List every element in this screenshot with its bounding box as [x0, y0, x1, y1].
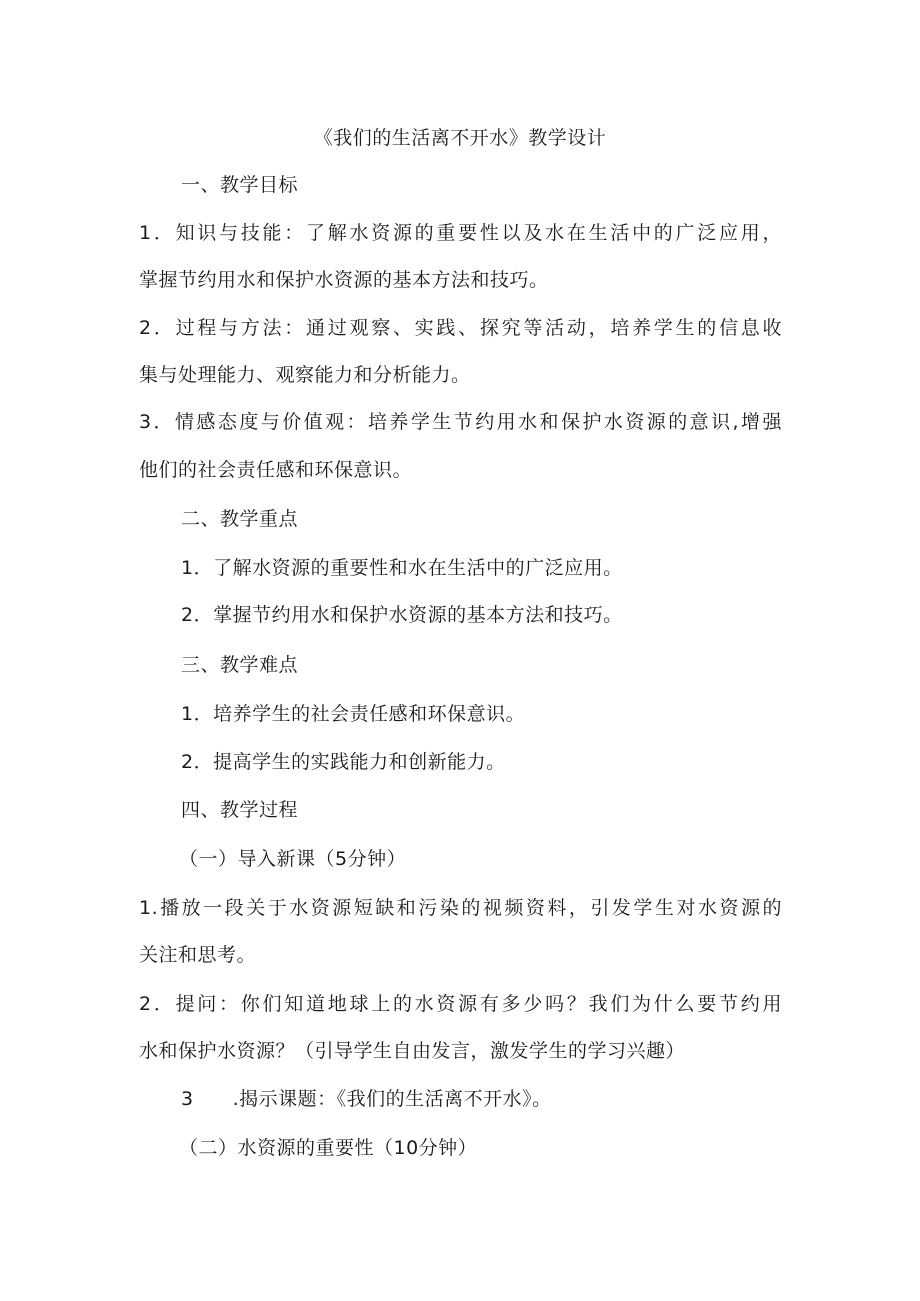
paragraph-line: 掌握节约用水和保护水资源的基本方法和技巧。 — [139, 269, 549, 291]
paragraph-line: 集与处理能力、观察能力和分析能力。 — [139, 364, 471, 386]
paragraph-line: 1.播放一段关于水资源短缺和污染的视频资料，引发学生对水资源的 — [139, 897, 782, 919]
list-item: 3 .揭示课题：《我们的生活离不开水》。 — [181, 1088, 552, 1110]
paragraph-line: 他们的社会责任感和环保意识。 — [139, 459, 413, 481]
paragraph-line: 1．知识与技能：了解水资源的重要性以及水在生活中的广泛应用， — [139, 222, 782, 244]
list-item: 1．了解水资源的重要性和水在生活中的广泛应用。 — [181, 557, 623, 579]
section-heading-difficulties: 三、教学难点 — [181, 654, 299, 676]
paragraph-line: 关注和思考。 — [139, 944, 257, 966]
subsection-heading: （二）水资源的重要性（10分钟） — [179, 1137, 478, 1159]
subsection-heading: （一）导入新课（5分钟） — [179, 848, 407, 870]
section-heading-objectives: 一、教学目标 — [181, 174, 299, 196]
section-heading-key-points: 二、教学重点 — [181, 508, 299, 530]
paragraph-line: 2．过程与方法：通过观察、实践、探究等活动，培养学生的信息收 — [139, 317, 782, 339]
paragraph-line: 水和保护水资源？（引导学生自由发言，激发学生的学习兴趣） — [139, 1040, 686, 1062]
list-item: 2．掌握节约用水和保护水资源的基本方法和技巧。 — [181, 604, 623, 626]
list-item: 1．培养学生的社会责任感和环保意识。 — [181, 703, 526, 725]
paragraph-line: 3．情感态度与价值观：培养学生节约用水和保护水资源的意识,增强 — [139, 411, 782, 433]
paragraph-line: 2．提问：你们知道地球上的水资源有多少吗？我们为什么要节约用 — [139, 993, 782, 1015]
list-item: 2．提高学生的实践能力和创新能力。 — [181, 751, 506, 773]
document-title: 《我们的生活离不开水》教学设计 — [313, 127, 607, 149]
section-heading-process: 四、教学过程 — [181, 799, 299, 821]
